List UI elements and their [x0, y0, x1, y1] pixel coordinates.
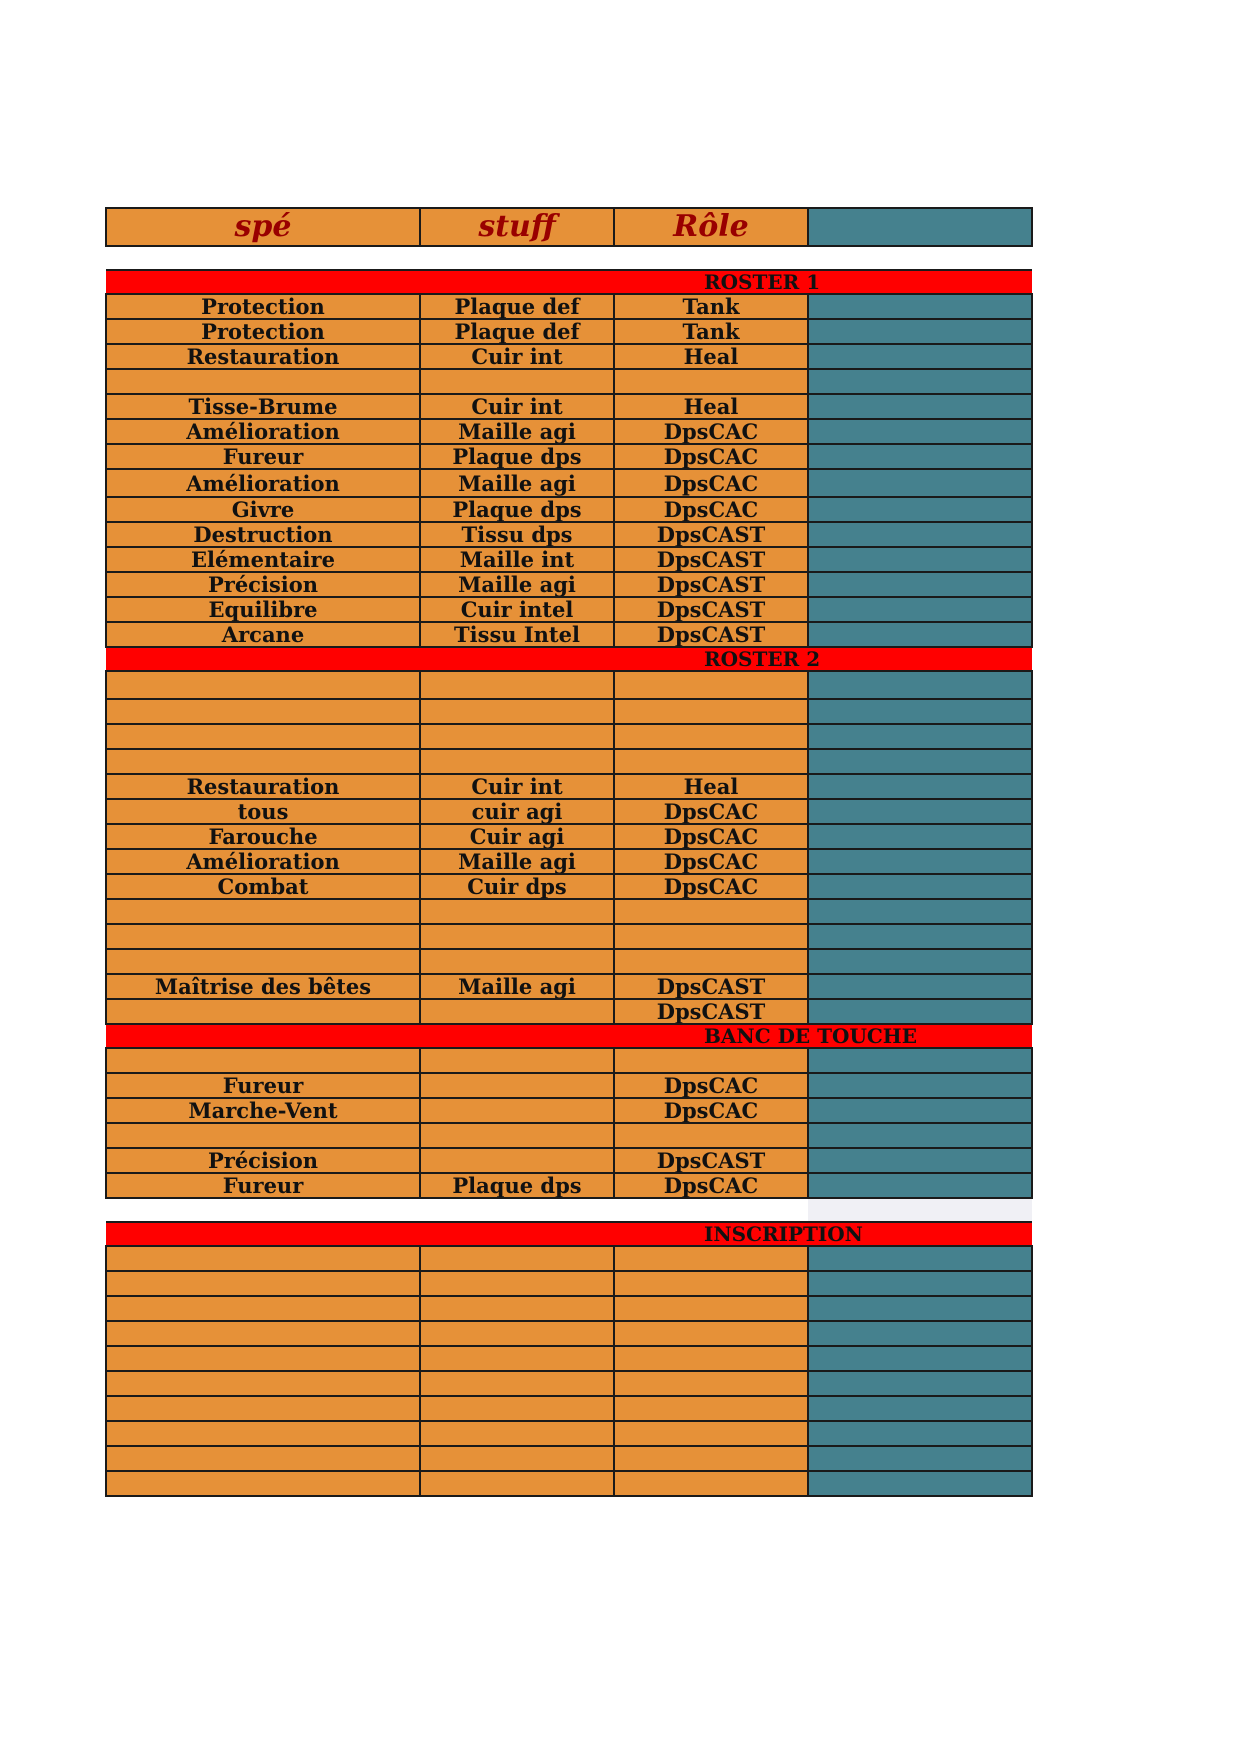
spe-cell[interactable]: Restauration [106, 344, 420, 369]
spe-cell[interactable] [106, 1123, 420, 1148]
role-cell[interactable] [614, 724, 808, 749]
stuff-cell[interactable] [420, 1271, 614, 1296]
assignment-cell[interactable] [808, 1271, 1032, 1296]
assignment-cell[interactable] [808, 774, 1032, 799]
spe-cell[interactable] [106, 1471, 420, 1496]
table-row [106, 671, 1032, 699]
table-row [106, 699, 1032, 724]
role-cell[interactable] [614, 949, 808, 974]
assignment-cell[interactable] [808, 1296, 1032, 1321]
table-row [106, 1296, 1032, 1321]
stuff-cell[interactable] [420, 1446, 614, 1471]
table-row [106, 1173, 1032, 1198]
role-cell[interactable] [614, 671, 808, 699]
stuff-cell[interactable] [420, 749, 614, 774]
assignment-cell[interactable] [808, 444, 1032, 469]
stuff-cell[interactable]: Plaque def [420, 319, 614, 344]
role-cell[interactable]: Heal [614, 394, 808, 419]
stuff-cell[interactable]: Maille agi [420, 974, 614, 999]
spe-cell[interactable] [106, 949, 420, 974]
spe-cell[interactable] [106, 1296, 420, 1321]
header-stuff: stuff [420, 208, 614, 246]
spe-cell[interactable] [106, 724, 420, 749]
assignment-cell[interactable] [808, 1396, 1032, 1421]
spe-cell[interactable] [106, 899, 420, 924]
assignment-cell[interactable] [808, 974, 1032, 999]
header-role: Rôle [614, 208, 808, 246]
role-cell[interactable] [614, 1271, 808, 1296]
stuff-cell[interactable] [420, 1048, 614, 1073]
assignment-cell[interactable] [808, 419, 1032, 444]
spe-cell[interactable]: Elémentaire [106, 547, 420, 572]
table-row [106, 899, 1032, 924]
spacer-cell [614, 246, 808, 270]
stuff-cell[interactable]: Plaque dps [420, 497, 614, 522]
header-spe: spé [106, 208, 420, 246]
spe-cell[interactable]: Destruction [106, 522, 420, 547]
role-cell[interactable] [614, 924, 808, 949]
assignment-cell[interactable] [808, 522, 1032, 547]
role-cell[interactable] [614, 699, 808, 724]
spe-cell[interactable] [106, 749, 420, 774]
role-cell[interactable]: DpsCAC [614, 469, 808, 497]
table-row [106, 1048, 1032, 1073]
table-row [106, 369, 1032, 394]
role-cell[interactable] [614, 1246, 808, 1271]
spacer-cell [808, 1198, 1032, 1222]
spe-cell[interactable]: Equilibre [106, 597, 420, 622]
assignment-cell[interactable] [808, 1421, 1032, 1446]
stuff-cell[interactable] [420, 699, 614, 724]
table-row [106, 924, 1032, 949]
header-extra [808, 208, 1032, 246]
table-row [106, 724, 1032, 749]
assignment-cell[interactable] [808, 799, 1032, 824]
assignment-cell[interactable] [808, 874, 1032, 899]
assignment-cell[interactable] [808, 1148, 1032, 1173]
role-cell[interactable]: DpsCAC [614, 444, 808, 469]
stuff-cell[interactable]: Plaque def [420, 294, 614, 319]
assignment-cell[interactable] [808, 999, 1032, 1024]
spe-cell[interactable]: Précision [106, 1148, 420, 1173]
role-cell[interactable]: DpsCAC [614, 799, 808, 824]
role-cell[interactable]: DpsCAST [614, 547, 808, 572]
spe-cell[interactable] [106, 1421, 420, 1446]
spe-cell[interactable] [106, 924, 420, 949]
spe-cell[interactable]: Amélioration [106, 469, 420, 497]
role-cell[interactable] [614, 369, 808, 394]
role-cell[interactable]: DpsCAC [614, 1073, 808, 1098]
spe-cell[interactable] [106, 1246, 420, 1271]
stuff-cell[interactable]: Tissu Intel [420, 622, 614, 647]
table-row [106, 824, 1032, 849]
stuff-cell[interactable] [420, 1296, 614, 1321]
table-row [106, 344, 1032, 369]
assignment-cell[interactable] [808, 369, 1032, 394]
role-cell[interactable] [614, 1321, 808, 1346]
assignment-cell[interactable] [808, 699, 1032, 724]
table-row [106, 1246, 1032, 1271]
stuff-cell[interactable] [420, 999, 614, 1024]
role-cell[interactable]: DpsCAC [614, 419, 808, 444]
table-row [106, 774, 1032, 799]
role-cell[interactable]: DpsCAST [614, 999, 808, 1024]
spe-cell[interactable]: Givre [106, 497, 420, 522]
table-row [106, 1098, 1032, 1123]
section-roster-2 [106, 647, 1032, 671]
stuff-cell[interactable] [420, 724, 614, 749]
assignment-cell[interactable] [808, 1073, 1032, 1098]
assignment-cell[interactable] [808, 749, 1032, 774]
assignment-cell[interactable] [808, 469, 1032, 497]
assignment-cell[interactable] [808, 1246, 1032, 1271]
stuff-cell[interactable]: Maille int [420, 547, 614, 572]
stuff-cell[interactable]: Plaque dps [420, 444, 614, 469]
spe-cell[interactable]: Fureur [106, 1173, 420, 1198]
assignment-cell[interactable] [808, 497, 1032, 522]
spe-cell[interactable]: tous [106, 799, 420, 824]
spacer-cell [420, 246, 614, 270]
table-row [106, 949, 1032, 974]
spe-cell[interactable] [106, 1446, 420, 1471]
role-cell[interactable]: DpsCAC [614, 824, 808, 849]
spacer-cell [106, 246, 420, 270]
section-inscription [106, 1222, 1032, 1246]
spe-cell[interactable] [106, 1396, 420, 1421]
spacer-cell [614, 1198, 808, 1222]
role-cell[interactable] [614, 1371, 808, 1396]
assignment-cell[interactable] [808, 724, 1032, 749]
spe-cell[interactable] [106, 999, 420, 1024]
table-row [106, 849, 1032, 874]
role-cell[interactable] [614, 1421, 808, 1446]
stuff-cell[interactable] [420, 1073, 614, 1098]
table-row [106, 1271, 1032, 1296]
assignment-cell[interactable] [808, 572, 1032, 597]
spacer-cell [106, 1198, 420, 1222]
table-row [106, 469, 1032, 497]
table-row [106, 1471, 1032, 1496]
spe-cell[interactable]: Tisse-Brume [106, 394, 420, 419]
assignment-cell[interactable] [808, 1098, 1032, 1123]
spacer-cell [420, 1198, 614, 1222]
roster-sheet [105, 207, 1033, 1497]
stuff-cell[interactable]: Cuir intel [420, 597, 614, 622]
spe-cell[interactable]: Précision [106, 572, 420, 597]
assignment-cell[interactable] [808, 294, 1032, 319]
spe-cell[interactable]: Fureur [106, 444, 420, 469]
stuff-cell[interactable] [420, 1321, 614, 1346]
role-cell[interactable] [614, 1346, 808, 1371]
stuff-cell[interactable] [420, 1371, 614, 1396]
table-row [106, 522, 1032, 547]
table-row [106, 622, 1032, 647]
assignment-cell[interactable] [808, 671, 1032, 699]
assignment-cell[interactable] [808, 344, 1032, 369]
spe-cell[interactable]: Arcane [106, 622, 420, 647]
section-roster-2-label: ROSTER 2 [106, 647, 1032, 671]
role-cell[interactable] [614, 1446, 808, 1471]
role-cell[interactable]: DpsCAST [614, 622, 808, 647]
role-cell[interactable] [614, 749, 808, 774]
stuff-cell[interactable]: Cuir agi [420, 824, 614, 849]
assignment-cell[interactable] [808, 1446, 1032, 1471]
assignment-cell[interactable] [808, 1321, 1032, 1346]
assignment-cell[interactable] [808, 949, 1032, 974]
table-row [106, 1123, 1032, 1148]
assignment-cell[interactable] [808, 849, 1032, 874]
stuff-cell[interactable]: cuir agi [420, 799, 614, 824]
spe-cell[interactable] [106, 1371, 420, 1396]
spe-cell[interactable] [106, 671, 420, 699]
table-row [106, 799, 1032, 824]
role-cell[interactable]: DpsCAC [614, 1173, 808, 1198]
spe-cell[interactable] [106, 1271, 420, 1296]
stuff-cell[interactable] [420, 1421, 614, 1446]
spacer-row [106, 246, 1032, 270]
section-banc-de-touche [106, 1024, 1032, 1048]
table-row [106, 999, 1032, 1024]
assignment-cell[interactable] [808, 1371, 1032, 1396]
spe-cell[interactable]: Amélioration [106, 849, 420, 874]
role-cell[interactable]: DpsCAC [614, 497, 808, 522]
spe-cell[interactable]: Fureur [106, 1073, 420, 1098]
stuff-cell[interactable]: Maille agi [420, 849, 614, 874]
role-cell[interactable]: DpsCAC [614, 849, 808, 874]
spe-cell[interactable]: Protection [106, 294, 420, 319]
assignment-cell[interactable] [808, 1173, 1032, 1198]
section-banc-de-touche-label: BANC DE TOUCHE [106, 1024, 1032, 1048]
table-row [106, 547, 1032, 572]
role-cell[interactable] [614, 1296, 808, 1321]
role-cell[interactable] [614, 1123, 808, 1148]
assignment-cell[interactable] [808, 1471, 1032, 1496]
role-cell[interactable]: DpsCAST [614, 1148, 808, 1173]
assignment-cell[interactable] [808, 622, 1032, 647]
stuff-cell[interactable]: Plaque dps [420, 1173, 614, 1198]
section-roster-1-label: ROSTER 1 [106, 270, 1032, 294]
stuff-cell[interactable]: Cuir int [420, 344, 614, 369]
spe-cell[interactable]: Amélioration [106, 419, 420, 444]
role-cell[interactable] [614, 1471, 808, 1496]
spe-cell[interactable]: Protection [106, 319, 420, 344]
assignment-cell[interactable] [808, 899, 1032, 924]
stuff-cell[interactable] [420, 1396, 614, 1421]
table-row [106, 497, 1032, 522]
stuff-cell[interactable] [420, 899, 614, 924]
stuff-cell[interactable] [420, 671, 614, 699]
table-row [106, 419, 1032, 444]
role-cell[interactable]: Tank [614, 319, 808, 344]
spe-cell[interactable]: Maîtrise des bêtes [106, 974, 420, 999]
stuff-cell[interactable]: Cuir int [420, 394, 614, 419]
role-cell[interactable]: Heal [614, 774, 808, 799]
spe-cell[interactable] [106, 369, 420, 394]
table-row [106, 1321, 1032, 1346]
spe-cell[interactable]: Marche-Vent [106, 1098, 420, 1123]
role-cell[interactable] [614, 1396, 808, 1421]
assignment-cell[interactable] [808, 597, 1032, 622]
header-row [106, 208, 1032, 246]
spe-cell[interactable]: Restauration [106, 774, 420, 799]
table-row [106, 974, 1032, 999]
stuff-cell[interactable] [420, 949, 614, 974]
table-row [106, 749, 1032, 774]
stuff-cell[interactable]: Tissu dps [420, 522, 614, 547]
section-inscription-label: INSCRIPTION [106, 1222, 1032, 1246]
assignment-cell[interactable] [808, 824, 1032, 849]
assignment-cell[interactable] [808, 394, 1032, 419]
role-cell[interactable] [614, 1048, 808, 1073]
section-roster-1 [106, 270, 1032, 294]
spacer-row [106, 1198, 1032, 1222]
table-row [106, 1346, 1032, 1371]
stuff-cell[interactable] [420, 1471, 614, 1496]
role-cell[interactable]: DpsCAC [614, 1098, 808, 1123]
spe-cell[interactable] [106, 699, 420, 724]
spe-cell[interactable]: Combat [106, 874, 420, 899]
assignment-cell[interactable] [808, 1346, 1032, 1371]
table-row [106, 1446, 1032, 1471]
stuff-cell[interactable]: Maille agi [420, 469, 614, 497]
table-row [106, 294, 1032, 319]
table-row [106, 444, 1032, 469]
role-cell[interactable] [614, 899, 808, 924]
stuff-cell[interactable]: Cuir int [420, 774, 614, 799]
table-row [106, 1148, 1032, 1173]
table-row [106, 1371, 1032, 1396]
stuff-cell[interactable] [420, 1148, 614, 1173]
stuff-cell[interactable]: Maille agi [420, 419, 614, 444]
table-row [106, 572, 1032, 597]
role-cell[interactable]: DpsCAST [614, 597, 808, 622]
stuff-cell[interactable]: Maille agi [420, 572, 614, 597]
assignment-cell[interactable] [808, 319, 1032, 344]
table-row [106, 597, 1032, 622]
spe-cell[interactable]: Farouche [106, 824, 420, 849]
stuff-cell[interactable] [420, 1123, 614, 1148]
spe-cell[interactable] [106, 1321, 420, 1346]
table-row [106, 1421, 1032, 1446]
assignment-cell[interactable] [808, 1123, 1032, 1148]
assignment-cell[interactable] [808, 1048, 1032, 1073]
stuff-cell[interactable] [420, 1098, 614, 1123]
stuff-cell[interactable]: Cuir dps [420, 874, 614, 899]
table-row [106, 874, 1032, 899]
stuff-cell[interactable] [420, 1346, 614, 1371]
role-cell[interactable]: DpsCAST [614, 572, 808, 597]
spacer-cell [808, 246, 1032, 270]
table-row [106, 319, 1032, 344]
assignment-cell[interactable] [808, 924, 1032, 949]
role-cell[interactable]: DpsCAST [614, 974, 808, 999]
role-cell[interactable]: Heal [614, 344, 808, 369]
table-row [106, 394, 1032, 419]
table-row [106, 1073, 1032, 1098]
role-cell[interactable]: Tank [614, 294, 808, 319]
role-cell[interactable]: DpsCAST [614, 522, 808, 547]
role-cell[interactable]: DpsCAC [614, 874, 808, 899]
stuff-cell[interactable] [420, 1246, 614, 1271]
table-row [106, 1396, 1032, 1421]
assignment-cell[interactable] [808, 547, 1032, 572]
spe-cell[interactable] [106, 1346, 420, 1371]
stuff-cell[interactable] [420, 924, 614, 949]
stuff-cell[interactable] [420, 369, 614, 394]
spe-cell[interactable] [106, 1048, 420, 1073]
